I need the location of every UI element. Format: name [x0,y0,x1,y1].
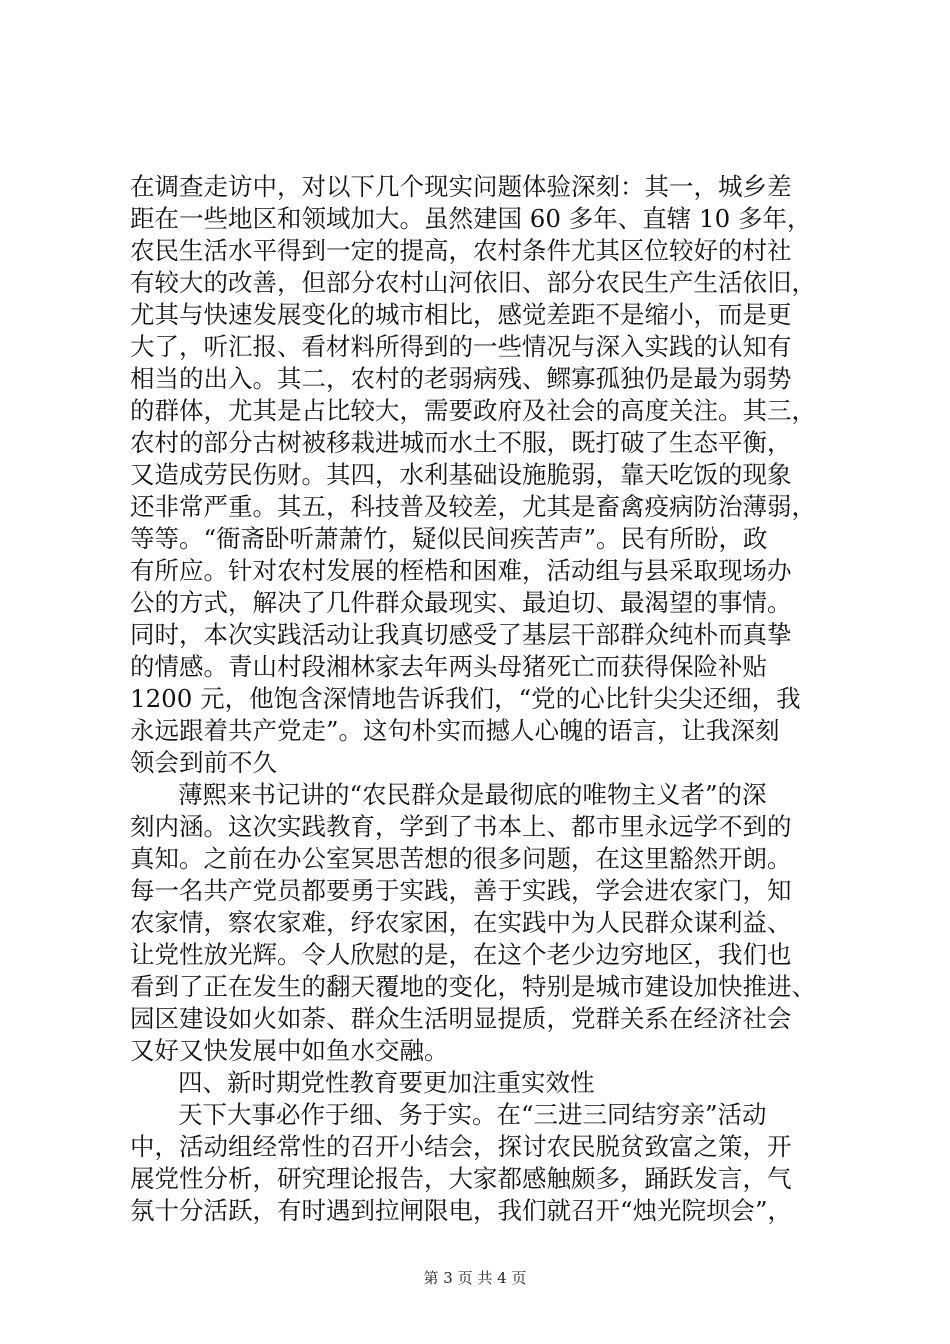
text-line: 有较大的改善，但部分农村山河依旧、部分农民生产生活依旧， [130,268,816,297]
text-line: 相当的出入。其二，农村的老弱病残、鳏寡孤独仍是最为弱势 [130,364,792,393]
text-line: 还非常严重。其五，科技普及较差，尤其是畜禽疫病防治薄弱， [130,492,816,521]
text-line: 在调查走访中，对以下几个现实问题体验深刻：其一，城乡差 [130,172,792,201]
text-line: 1200 元，他饱含深情地告诉我们，“党的心比针尖尖还细，我 [130,684,801,713]
text-line: 农民生活水平得到一定的提高，农村条件尤其区位较好的村社 [130,236,792,265]
body-text [130,171,835,1227]
text-line: 公的方式，解决了几件群众最现实、最迫切、最渴望的事情。 [130,588,792,617]
text-line: 氛十分活跃，有时遇到拉闸限电，我们就召开“烛光院坝会”， [130,1196,793,1225]
paragraph-first-line: 薄熙来书记讲的“农民群众是最彻底的唯物主义者”的深 [178,780,767,809]
text-line: 中，活动组经常性的召开小结会，探讨农民脱贫致富之策，开 [130,1132,792,1161]
text-line: 刻内涵。这次实践教育，学到了书本上、都市里永远学不到的 [130,812,792,841]
text-line: 展党性分析，研究理论报告，大家都感触颇多，踊跃发言，气 [130,1164,792,1193]
text-line: 有所应。针对农村发展的桎梏和困难，活动组与县采取现场办 [130,556,792,585]
text-line: 每一名共产党员都要勇于实践，善于实践，学会进农家门，知 [130,876,792,905]
text-line: 又好又快发展中如鱼水交融。 [130,1036,449,1065]
text-line: 的情感。青山村段湘林家去年两头母猪死亡而获得保险补贴 [130,652,767,681]
paragraph-first-line: 天下大事必作于细、务于实。在“三进三同结穷亲”活动 [178,1100,767,1129]
text-line: 看到了正在发生的翻天覆地的变化，特别是城市建设加快推进、 [130,972,816,1001]
text-line: 距在一些地区和领域加大。虽然建国 60 多年、直辖 10 多年， [130,204,812,233]
text-line: 的群体，尤其是占比较大，需要政府及社会的高度关注。其三， [130,396,816,425]
text-line: 园区建设如火如荼、群众生活明显提质，党群关系在经济社会 [130,1004,792,1033]
text-line: 又造成劳民伤财。其四，水利基础设施脆弱，靠天吃饭的现象 [130,460,792,489]
text-line: 农家情，察农家难，纾农家困，在实践中为人民群众谋利益、 [130,908,792,937]
text-line: 永远跟着共产党走”。这句朴实而撼人心魄的语言，让我深刻 [130,716,780,745]
text-line: 真知。之前在办公室冥思苦想的很多问题，在这里豁然开朗。 [130,844,792,873]
section-heading: 四、新时期党性教育要更加注重实效性 [178,1068,595,1097]
text-line: 让党性放光辉。令人欣慰的是，在这个老少边穷地区，我们也 [130,940,792,969]
text-line: 尤其与快速发展变化的城市相比，感觉差距不是缩小，而是更 [130,300,792,329]
page-number-footer: 第 3 页 共 4 页 [423,1269,527,1287]
text-line: 农村的部分古树被移栽进城而水土不服，既打破了生态平衡， [130,428,792,457]
text-line: 大了，听汇报、看材料所得到的一些情况与深入实践的认知有 [130,332,792,361]
text-line: 领会到前不久 [130,748,277,777]
text-line: 同时，本次实践活动让我真切感受了基层干部群众纯朴而真挚 [130,620,792,649]
text-line: 等等。“衙斋卧听萧萧竹，疑似民间疾苦声”。民有所盼，政 [130,524,768,553]
